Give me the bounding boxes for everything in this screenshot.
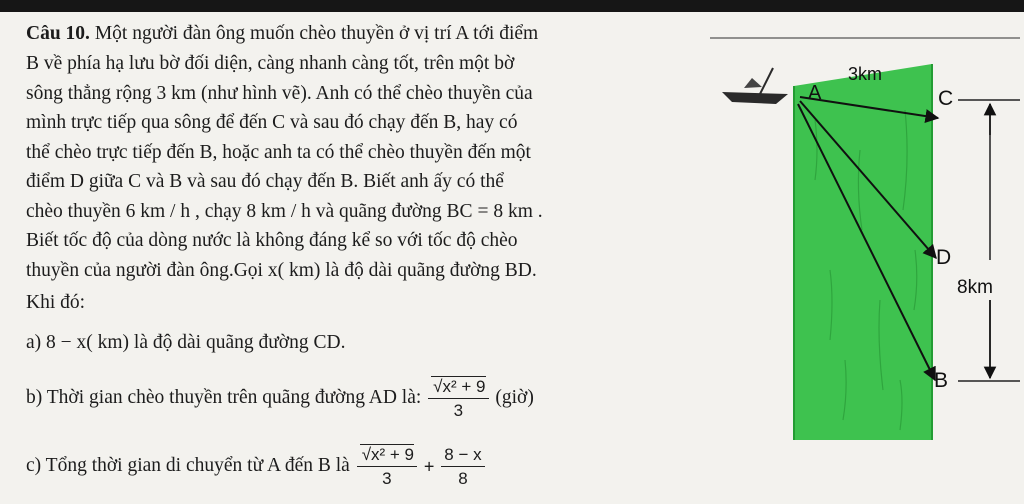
label-a: A <box>808 82 822 104</box>
denominator: 8 <box>458 469 468 489</box>
problem-line-6: điểm D giữa C và B và sau đó chạy đến B. Biết anh ấy có thể <box>26 171 504 192</box>
problem-line-4: mình trực tiếp qua sông để đến C và sau đó chạy đến B, hay có <box>26 112 518 133</box>
statement-c-text: c) Tổng thời gian di chuyển từ A đến B là <box>26 455 350 476</box>
plus-sign: + <box>423 456 435 477</box>
label-length: 8km <box>957 277 993 298</box>
problem-line-2: B về phía hạ lưu bờ đối diện, càng nhanh càng tốt, trên một bờ <box>26 53 515 74</box>
problem-line-8: Biết tốc độ của dòng nước là không đáng kể so với tốc độ chèo <box>26 230 518 251</box>
label-width: 3km <box>848 64 883 84</box>
label-d: D <box>936 246 952 269</box>
problem-text: Một người đàn ông muốn chèo thuyền ở vị trí A tới điểm <box>94 23 539 44</box>
problem-line-5: thể chèo trực tiếp đến B, hoặc anh ta có thể chèo thuyền đến một <box>26 142 531 163</box>
problem-line-7: chèo thuyền 6 km / h , chạy 8 km / h và quãng đường BC = 8 km . <box>26 201 543 222</box>
denominator: 3 <box>382 469 392 489</box>
statement-a: a) 8 − x( km) là độ dài quãng đường CD. <box>26 332 346 353</box>
sqrt-expression: √x² + 9 <box>433 377 486 397</box>
label-c: C <box>938 87 954 110</box>
question-heading: Câu 10. <box>26 23 90 44</box>
problem-line-3: sông thẳng rộng 3 km (như hình vẽ). Anh có thể chèo thuyền của <box>26 83 533 104</box>
sqrt-expression: √x² + 9 <box>361 445 415 465</box>
numerator: 8 − x <box>441 445 484 467</box>
problem-line-9: thuyền của người đàn ông.Gọi x( km) là độ dài quãng đường BD. <box>26 260 537 281</box>
statement-b-text: b) Thời gian chèo thuyền trên quãng đường AD là: <box>26 387 422 408</box>
unit-hours: (giờ) <box>495 387 534 408</box>
problem-line-10: Khi đó: <box>26 292 86 313</box>
denominator: 3 <box>453 401 464 421</box>
boat-icon <box>722 68 788 104</box>
label-b: B <box>934 369 949 392</box>
